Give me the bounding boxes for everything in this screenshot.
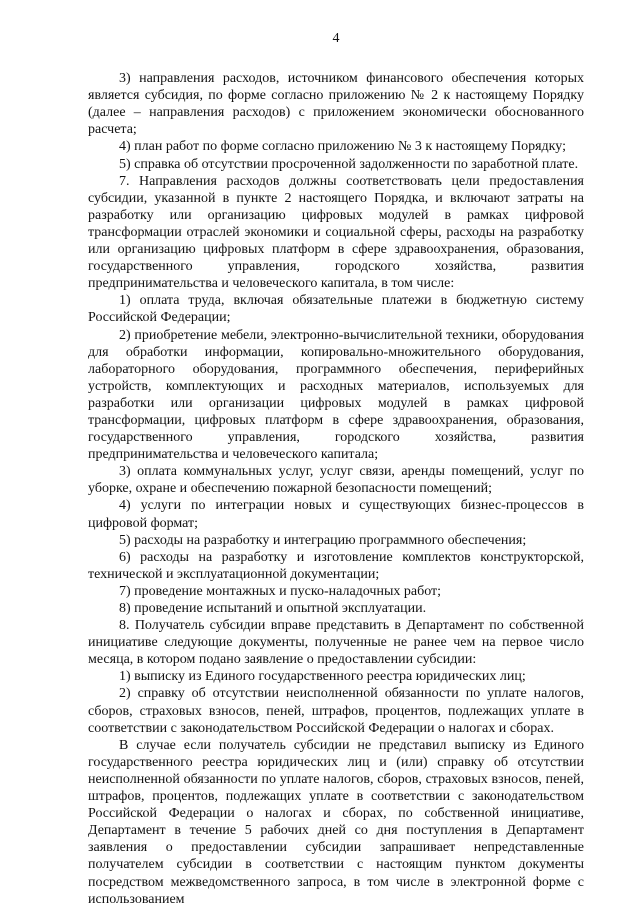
document-page (88, 30, 584, 908)
paragraph-salary-debt-certificate: 5) справка об отсутствии просроченной задолженности по заработной плате. (119, 156, 579, 172)
list-item-integration: 4) услуги по интеграции новых и существующих бизнес-процессов в цифровой формат; (88, 498, 584, 531)
paragraph-work-plan: 4) план работ по форме согласно приложению № 3 к настоящему Порядку; (119, 139, 566, 155)
paragraph-item-7: 7. Направления расходов должны соответствовать цели предоставления субсидии, указанной в пункте 2 настоящего Порядка, и включают затраты на разработку или организацию цифровых модулей в рамках цифровой трансформации отраслей экономики и социальной сферы, расходы на разработку или организацию цифровых платформ в сфере здравоохранения, образования, государственного управления, городского хозяйства, развития предпринимательства и человеческого капитала, в том числе: (88, 173, 584, 292)
paragraph-interagency-request: В случае если получатель субсидии не представил выписку из Единого государственного реестра юридических лиц и (или) справку об отсутствии неисполненной обязанности по уплате налогов, сборов, страховых взносов, пеней, штрафов, процентов, подлежащих уплате в соответствии с законодательством Российской Федерации о налогах и сборах, по собственной инициативе, Департамент в течение 5 рабочих дней со дня поступления в Департамент заявления о предоставлении субсидии запрашивает непредставленные получателем субсидии в соответствии с настоящим пунктом документы посредством межведомственного запроса, в том числе в электронной форме с использованием (88, 737, 584, 907)
list-item-tax-certificate: 2) справку об отсутствии неисполненной обязанности по уплате налогов, сборов, страховых взносов, пеней, штрафов, процентов, подлежащих уплате в соответствии с законодательством Российской Федерации о налогах и сборах. (88, 686, 584, 736)
paragraph-expense-directions: 3) направления расходов, источником финансового обеспечения которых является субсидия, по форме согласно приложению № 2 к настоящему Порядку (далее – направления расходов) с приложением экономически обоснованного расчета; (88, 71, 584, 138)
list-item-equipment: 2) приобретение мебели, электронно-вычислительной техники, оборудования для обработки информации, копировально-множительного оборудования, лабораторного оборудования, программного обеспечения, периферийных устройств, комплектующих и расходных материалов, используемых для разработки или организации цифровых модулей в рамках цифровой трансформации, цифровых платформ в сфере здравоохранения, образования, государственного управления, городского хозяйства, развития предпринимательства и человеческого капитала; (88, 327, 584, 463)
list-item-labor: 1) оплата труда, включая обязательные платежи в бюджетную систему Российской Федерации; (88, 293, 584, 326)
list-item-egrul-extract: 1) выписку из Единого государственного реестра юридических лиц; (119, 669, 526, 685)
list-item-software: 5) расходы на разработку и интеграцию программного обеспечения; (119, 532, 527, 548)
list-item-installation: 7) проведение монтажных и пуско-наладочных работ; (119, 583, 442, 599)
list-item-utilities: 3) оплата коммунальных услуг, услуг связи, аренды помещений, услуг по уборке, охране и обеспечению пожарной безопасности помещений; (88, 464, 584, 497)
list-item-documentation: 6) расходы на разработку и изготовление комплектов конструкторской, технической и эксплуатационной документации; (88, 549, 584, 582)
list-item-testing: 8) проведение испытаний и опытной эксплуатации. (119, 601, 427, 616)
paragraph-item-8: 8. Получатель субсидии вправе представить в Департамент по собственной инициативе следующие документы, полученные не ранее чем на первое число месяца, в котором подано заявление о предоставлении субсидии: (88, 618, 584, 668)
page-number: 4 (332, 31, 340, 46)
